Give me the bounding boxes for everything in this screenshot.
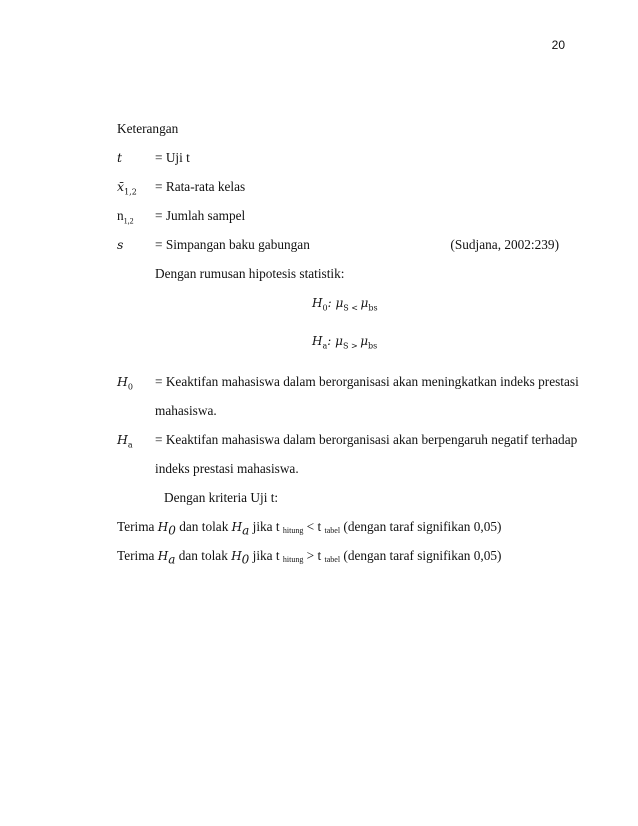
definition-t: = Uji t: [155, 150, 190, 165]
symbol-s: s: [117, 237, 124, 252]
symbol-ha: $H_a$: [117, 432, 133, 450]
hypothesis-intro: Dengan rumusan hipotesis statistik:: [155, 266, 345, 281]
equation-ha: $H_a$: $\mu_{S >}$ $\mu_{bs}$: [312, 334, 378, 351]
page-number: 20: [551, 38, 565, 52]
citation: (Sudjana, 2002:239): [450, 237, 559, 252]
definition-ha-line2: indeks prestasi mahasiswa.: [155, 461, 299, 476]
symbol-t: t: [117, 150, 123, 165]
criteria-intro: Dengan kriteria Uji t:: [164, 490, 279, 505]
rule-accept-ha: Terima $H_a$ dan tolak $H_0$ jika t hitung > t tabel (dengan taraf signifikan 0,05): [117, 548, 502, 567]
symbol-xbar: $x̄_{1,2}$: [117, 179, 137, 197]
rule-accept-h0: Terima $H_0$ dan tolak $H_a$ jika t hitung < t tabel (dengan taraf signifikan 0,05): [117, 519, 502, 538]
symbol-h0: $H_0$: [117, 374, 133, 392]
definition-ha-line1: = Keaktifan mahasiswa dalam berorganisasi akan berpengaruh negatif terhadap: [155, 432, 578, 447]
definition-h0-line2: mahasiswa.: [155, 403, 217, 418]
symbol-n: $n_{1,2}$: [117, 208, 134, 226]
definition-s: = Simpangan baku gabungan: [155, 237, 310, 252]
definition-h0-line1: = Keaktifan mahasiswa dalam berorganisasi akan meningkatkan indeks prestasi: [155, 374, 579, 389]
heading-keterangan: Keterangan: [117, 121, 179, 136]
equation-h0: $H_0$: $\mu_{S <}$ $\mu_{bs}$: [312, 296, 378, 313]
definition-n: = Jumlah sampel: [155, 208, 246, 223]
definition-xbar: = Rata-rata kelas: [155, 179, 246, 194]
